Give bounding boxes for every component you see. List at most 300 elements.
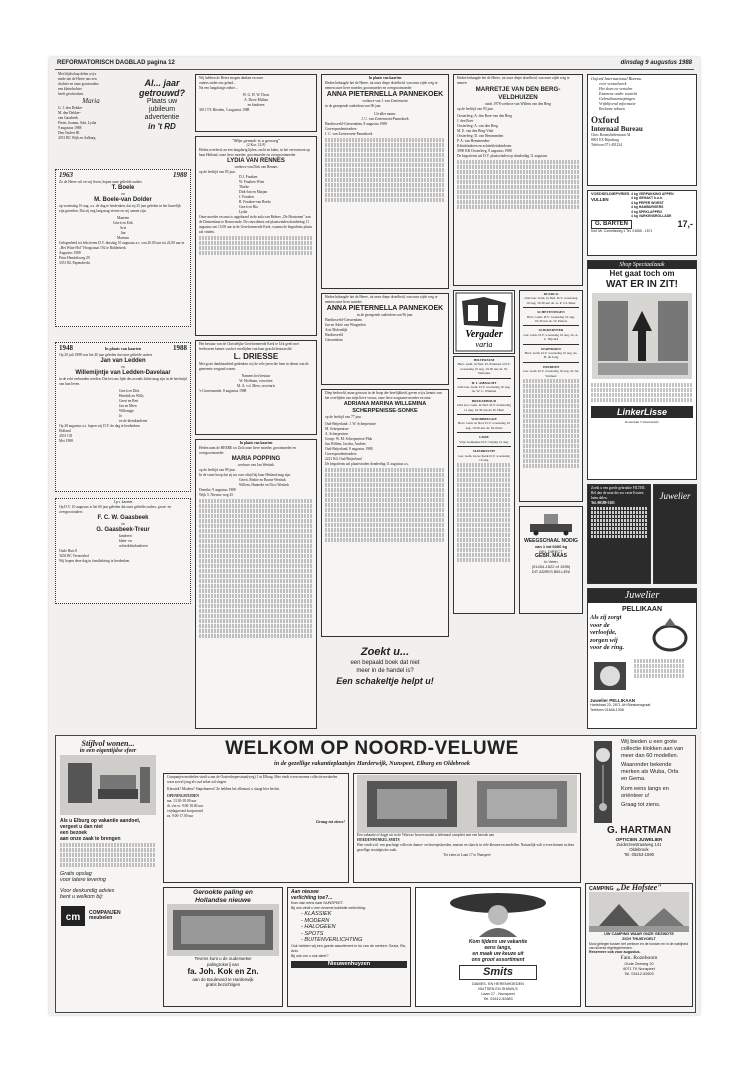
deceased-name: LYDIA VAN RENNES [227, 158, 285, 164]
section-title: WELKOM OP NOORD-VELUWE [225, 738, 519, 759]
signature-name: M. A. v.d. Meer, secretaris [236, 384, 276, 388]
and-text: en [121, 522, 125, 526]
name-husband: F. C. W. Gaasbeek [97, 515, 149, 521]
place-date: 's-Gravenzande, 8 augustus 1988 [199, 389, 247, 393]
obituary-popping [195, 439, 317, 729]
address-text: Laan 17 - Nunspeet [481, 992, 515, 996]
deceased-name: ANNA PIETERNELLA PANNEKOEK [326, 91, 444, 98]
promo-line-6: in 't RD [148, 122, 176, 131]
body-text: Heden behaagde het de Heere, tot onze diepe droefheid, van onze zijde weg te nemen onze lieve moeder, grootmoeder en overgrootmoeder [325, 81, 438, 90]
text-line: ouders onder ons gehad... [199, 81, 236, 85]
deceased-name: ANNA PIETERNELLA PANNEKOEK [326, 305, 444, 312]
shop-front-image [357, 775, 577, 833]
ad-line: DIT ADRES BELLEN! [531, 569, 571, 574]
zoekt-u-ad [321, 645, 449, 729]
ad-line: een bezoek [60, 830, 87, 836]
kok-ad [163, 887, 283, 1007]
family-name: A. Scherpenisse [325, 432, 349, 436]
text-line: Den Oudert 80 [58, 131, 80, 135]
signature-name: A. Drost-Mallan [244, 98, 268, 102]
ad-line: Als u Elburg op vakantie aandoet, [60, 818, 141, 824]
product-line: - SPOTS [301, 930, 324, 937]
address-text: Kort Mr. Cornelisweg 1 Tel. 01855 - 1571 [591, 229, 653, 234]
text-line: Na een langdurige ziekte... [199, 86, 238, 90]
brand-name-2: meubelen [89, 914, 113, 921]
ad-line: gratis bezichtigen [205, 982, 241, 988]
scripture-quote: "Mijn genade is u genoeg" [231, 138, 281, 143]
church-service: Herv. Gem. in Ned. Pr. Parkzaal 4 D.V. woensdag 10 aug. 19.30 uur ds. W. Verhoeks [457, 362, 511, 376]
anniversary-boele [55, 169, 191, 327]
child-name: Arie [119, 226, 127, 230]
church-service: Ger. Gem. D.V. woensdag 10 aug. ds. A. C. Nijveld [523, 332, 579, 342]
church-service: Oud Ger. Gem. in Ned. D.V. donderdag 11 aug. 19.30 uur ds. B. Hunt [457, 403, 511, 412]
ad-line: aan onze zaak te brengen [60, 836, 121, 842]
clock-icon [588, 739, 618, 825]
anniversary-gaasbeek [55, 498, 191, 604]
church-town: BRUKSEHOUD [471, 398, 497, 403]
ad-line: Tevens kunt u de ouderwetse [194, 956, 252, 962]
intro-text: Op D.V. 10 augustus is het 60 jaar geleden dat onze geliefde ouders, groot- en overgrootouders [59, 505, 172, 514]
ad-line: merken als Wuba, Orfa [621, 769, 679, 776]
text-line: Wij hebben de Heere mogen danken en onze [199, 76, 264, 80]
ad-phone: Tel. 00589-3101 [591, 501, 615, 505]
family-name: P. A. van Hemmenden- [457, 139, 491, 143]
address-text: J. C. van Zoetenwent-Pannekoek [325, 132, 373, 136]
body-text: Het bestuur van de Christelijke Gereformeerde Kerk te Urk geeft met leedwezen kennis van het overlijden van haar geacht bestuurslid [199, 342, 299, 351]
church-town: LISSE [479, 435, 489, 440]
ad-title: Aan nieuwe [291, 889, 319, 895]
scale-icon [524, 510, 578, 536]
body-text: Heden behaagde het de Heere, tot onze diepe droefheid, van onze zijde weg te nemen [457, 76, 570, 85]
ad-line: UW CAMPING WAAR ONZE GEZINDTE [604, 932, 674, 936]
family-name: J. den Boer [457, 119, 474, 123]
church-service: Herv. Gem. in Ned. D.V. woensdag 10 aug. 19.30 uur ds. M. Prins [457, 421, 511, 430]
text-line: heeft geschonken. [58, 92, 84, 96]
product-line: 4 kg VERPAKKING APPEN [631, 192, 674, 196]
ad-line: bent u welkom bij: [60, 894, 104, 901]
ad-title: Juwelier [588, 589, 696, 603]
address-text: 8801 EX Rijnsburg [591, 138, 619, 142]
deceased-sub: sinds 1978 weduwe van Willem van den Berg [485, 102, 551, 106]
family-name: Giessendam [325, 338, 343, 342]
family-name: Oosterleeg: A. den Boer-van den Berg [457, 114, 512, 118]
church-town: H. I. AMBACHT [471, 380, 497, 385]
text-line: van Gaasbeek [58, 116, 79, 120]
svg-text:cm: cm [65, 911, 81, 923]
address-text: Rotterdam 5 Westlandsfo [624, 420, 660, 424]
body-text: Een vakantie of dagje uit in de Veluwse bossen maakt u helemaal compleet met een bezoek aan [357, 833, 495, 837]
address-text: Hartstraat 23, 2871 AH Bleskensgraaf [590, 703, 651, 707]
ad-line: en Gema. [621, 775, 646, 782]
age-text: in de gezegende ouderdom van 96 jaar. [325, 104, 382, 108]
deceased-name: L. DRIESSE [233, 352, 279, 361]
church-town: HILVERSUM [473, 358, 495, 362]
body-text: Klassiek? Modern? Stapelmeren? Ze hebben het allemaal, u slaagt hier beslist. [167, 787, 280, 791]
product-line: 4 kg GEHAKT h.o.h. [631, 196, 664, 201]
date-text: Augustus 1988 [59, 251, 81, 255]
address-text: Zuiderzeestraatweg 141 [616, 842, 662, 847]
product-line: 4 kg VARKENSROLLADE [631, 214, 672, 219]
body-text: Tot ziens in Laan 17 te Nunspeet [443, 853, 491, 857]
name-husband: Jan van Ledden [100, 358, 146, 364]
ad-line: en maak uw keuze uit [472, 951, 524, 957]
smits-info [353, 773, 581, 883]
ad-title-2: Hollandse nieuwe [195, 896, 251, 904]
ad-line: meer dan 60 modellen. [621, 752, 679, 759]
hours-line: di. t/m vr. 9.00-18.00 uur [167, 804, 204, 808]
phone-text: Tel. 03412-52683 [483, 997, 513, 1001]
birth-announcement [55, 71, 127, 143]
company-name: GEBR. MAAS [535, 553, 567, 559]
body-text: Heden behaagde het de Heere, tot onze diepe droefheid, van onze zijde weg te nemen onze lieve moeder [325, 295, 438, 304]
family-name: Kleinkinderen en achterkleinkinderen [457, 144, 512, 148]
signature-name: Namens het bestuur [241, 374, 271, 378]
signature-name: W. G. H. W. Drost [242, 93, 270, 97]
family-name: Dirk-Jan en Marjan [239, 190, 268, 194]
name-wife: M. Boele-van Dolder [94, 197, 152, 203]
ad-line: Examens onder toezicht [599, 91, 638, 96]
text-line: dochter en onze grootouders [58, 82, 99, 86]
text-line: Met blijdschap delen wij u [58, 72, 97, 76]
ad-line: palingrokerij van [207, 961, 239, 967]
ad-title-2: verlichting toe?... [291, 895, 333, 901]
hours-line: ma. 13.30-18.00 uur [167, 799, 197, 803]
family-name: Gerrit, Riekie en Bonne Westink [239, 478, 286, 482]
body-text: Heden nam de HEERE tot Zich onze lieve moeder, grootmoeder en overgrootmoeder [199, 446, 296, 455]
text-line: G. J. den Dekker [58, 106, 83, 110]
baby-name: Maria [82, 97, 100, 105]
family-name: J. C. van Zoetenwent-Pannekoek [361, 117, 409, 121]
ad-line: Gratis opslag [60, 871, 92, 877]
address-text: Prins Hendrikweg 29 [59, 256, 90, 260]
promo-line-3: Plaats uw [146, 98, 178, 105]
church-service: Herv. Gem. D.V. woensdag 10 aug. ds. H. de Jong [524, 351, 578, 360]
page-header [55, 59, 694, 70]
child-name: Jan [120, 231, 126, 235]
watch-icon [590, 658, 630, 694]
brand-name: COMPANJEN [89, 909, 121, 916]
family-name: Oosterleeg: A. van den Berg [457, 124, 498, 128]
product-line: - BUITENVERLICHTING [301, 937, 363, 944]
obituary-pannekoek-1 [321, 74, 449, 289]
card-label: I.p.v. kaarten [113, 500, 133, 504]
church-service: Oud Ger. Gem. in Ned. D.V. woensdag 10 aug. 19.30 uur ds. A. P. v.d. Meer [524, 296, 578, 305]
age-text: op de leeftijd van 77 jaar. [325, 415, 362, 419]
ad-line: Kom tijdens uw vakantie [468, 939, 528, 945]
church-town: SCHEVENINGEN [537, 310, 565, 315]
card-label: In plaats van kaarten [239, 441, 273, 445]
address-text: 3351 BL Papendrecht [59, 261, 91, 265]
child-name: Geert en Bert [119, 399, 139, 403]
child-name: klein- en [119, 539, 132, 543]
ad-line: collectie klokken aan van [621, 745, 684, 752]
brand-name: PELLIKAAN [621, 606, 663, 613]
address-text: Wijk 5, Nieuwe weg 45 [199, 493, 234, 497]
company-phone: (01454-1522 of 1595) [531, 564, 571, 569]
ad-line: voor vertaalwerk [599, 81, 627, 86]
companjen-ad [57, 738, 159, 1010]
obituary-pannekoek-2 [321, 293, 449, 385]
ad-line: BEL DIRECT [539, 549, 563, 554]
jubileum-promo [133, 77, 191, 137]
company-name: Oxford [591, 115, 619, 125]
body-text: Op 28 augustus a.s. hopen wij D.V. de dag te herdenken. [59, 424, 141, 428]
ad-line: Kom eens langs en [621, 785, 669, 792]
body-text: in de echt verbonden werden. Dat het ons lijde des avonds lichte mag zijn in de herfsttijd van hun leven. [59, 377, 187, 386]
ad-title: CAMPING [589, 886, 614, 892]
age-text: op de leeftijd van 89 jaar. [199, 468, 236, 472]
hours-title: OPENINGSTIJDEN [167, 794, 199, 798]
phone-text: Telefoon 071-401234 [591, 143, 622, 147]
text-line: Pieter, Joanna, Adri, Lydia [58, 121, 97, 125]
body-text: In de vaste hoop dat zij nu voor altijd bij haar Heiland mag zijn. [199, 473, 292, 477]
signature-name: W. Hoffman, voorzitter [239, 379, 273, 383]
promo-line-4: jubileum [148, 106, 176, 113]
ad-line: Bij ook om u ook aleer? [291, 953, 329, 958]
ad-tag: Shop Speciaalzaak [588, 261, 696, 269]
header-paper-title: REFORMATORISCH DAGBLAD pagina 12 [57, 60, 175, 66]
ad-line: Ook hebben wij een goede assortiment in tui van de merken: Gezia, Ric, Anic. [291, 943, 407, 953]
family-name: W. Fraaken-Wien [239, 180, 265, 184]
date-text: Mei 1988 [59, 439, 73, 443]
deceased-sub: weduwe van Dirk van Rennes [234, 165, 278, 169]
weegschaal-ad [519, 506, 583, 614]
ad-line: een bepaald boek dat niet [350, 660, 420, 666]
year-start: 1948 [59, 344, 73, 352]
body-text: Heden overleed, na een langdurig lijden, zacht en kalm, in het vertrouwen op haar Heiland, onze lieve moeder, grootmoeder en overgrootmoeder [199, 148, 310, 157]
name-wife: G. Gaasbeek-Treur [96, 527, 150, 533]
card-label: In plaats van kaarten [368, 76, 402, 80]
ad-title: Zoekt u... [360, 646, 410, 658]
brand-sub: DAMES- EN HERENHOEDEN [472, 982, 524, 986]
church-service: Ger. Gem. Grote Kerk D.V. woensdag 10 aug. [458, 453, 510, 462]
reception-text: Gelegenheid tot feliciteren D.V. dinsdag 10 augustus a.s. van 20.00 uur tot 22.00 uur in „Het Witte Hof" Hoogstraat 192 te Ridderkerk [59, 241, 185, 250]
body-text: De begrafenis zal D.V. plaatsvinden op donderdag 11 augustus. [457, 154, 548, 158]
and-text: en [121, 192, 125, 196]
oxford-ad [587, 74, 697, 186]
slogan-line: voor de ring. [590, 644, 625, 651]
promo-line-2: getrouwd? [139, 88, 185, 98]
family-name: Uit aller naam: [374, 112, 396, 116]
ad-text: Zoekt u een goede gebruikte FILTER. Bel dan de man die uw vaste Kosten laten dalen. [591, 486, 646, 500]
hours-line: za. 9.00-17.00 uur [167, 814, 194, 818]
family-name: D.J. Fraaken [239, 175, 258, 179]
family-name: Gerrit en Ria [239, 205, 258, 209]
ad-line: Bij ons vindt u een enorme kollektie verlichting: [291, 906, 366, 910]
camping-image [589, 892, 689, 932]
church-town: SLIEDRECHT [472, 449, 496, 454]
hat-lady-image [419, 889, 577, 939]
age-text: op de leeftijd van 85 jaar. [199, 170, 236, 174]
place-date: Hardinxveld-Giessendam, 8 augustus 1988 [325, 122, 387, 126]
child-name: Jo [119, 414, 123, 418]
ad-line: ZICH THUISVOELT [622, 937, 656, 941]
child-name: Jan en Mien [119, 404, 137, 408]
name-husband: T. Boele [111, 185, 135, 191]
place-date: Drenthe, 9 augustus 1988 [199, 488, 236, 492]
newspaper-page [49, 57, 700, 1015]
family-name: Groep: W. M. Scherpenisse-Fluk [325, 437, 373, 441]
family-name: Jan en Adrie van Wingerden [325, 323, 366, 327]
family-name: Hardinxveld [325, 333, 343, 337]
body-text: Mooi gelegen tussen het centrum en de bossen en in de nabijheid van diverse ritgelegenheden. [589, 942, 688, 951]
ad-headline: Het gaat toch om [609, 269, 675, 278]
camping-ad [585, 883, 693, 1007]
brand-name: Nieuwenhuyzen [291, 961, 407, 968]
text-line: een kleindochter [58, 87, 82, 91]
church-town: SLIKKERVEER [538, 328, 564, 333]
place-date: 3990 KR Oosterleeg, 8 augustus 1988 [457, 149, 512, 153]
body-text: De begrafenis zal plaatsvinden donderdag 11 augustus a.s. [325, 462, 409, 466]
intro-text: Zo de Heere wil en wij leven, hopen onze geliefde ouders [59, 180, 142, 184]
ad-line: Gebruiksaanwijzingen [599, 96, 635, 101]
ad-line: Reclame teksten [599, 106, 625, 111]
ad-line: Kom dan eens naar NUNSPEET. [291, 901, 344, 905]
product-line: - HALOGEEN [301, 924, 336, 931]
phone-text: Telefoon 01848-1308 [590, 708, 624, 712]
address-text: 2221 KG Oud-Beijerland [325, 457, 362, 461]
owner-name: Fam. Rozeboom [620, 955, 658, 962]
svg-text:varia: varia [475, 340, 493, 349]
ad-slogan: Een schakeltje helpt u! [336, 676, 434, 686]
companjen-logo-icon [60, 905, 86, 927]
child-name: kinderen [119, 534, 132, 538]
slogan-line: voor de [590, 621, 610, 629]
vergader-varia-graphic [454, 291, 514, 353]
ad-sub: in een eigentijdse sfeer [79, 748, 137, 754]
company-name: G. BARTEN [591, 220, 632, 229]
ad-line: Waaronder bekende [621, 762, 672, 769]
product-line: 4 kg HAMBURGERS [631, 205, 664, 210]
deceased-name: MARIA POPPING [231, 456, 281, 462]
ad-title: Gerookte paling en [193, 889, 253, 896]
text-line: mede dat de Heere ons een [58, 77, 97, 81]
address-text: 4301 CD [59, 434, 73, 438]
juwelier-body [587, 605, 697, 727]
church-town: WIERDEN [542, 364, 560, 369]
address-text: 3204 BC Vernoeshof [59, 554, 90, 558]
child-name: Marinus [117, 236, 129, 240]
obituary-van-den-berg [453, 74, 583, 286]
nieuwenhuyzen-ad [287, 887, 411, 1007]
card-label: In plaats van kaarten [104, 346, 142, 351]
shop-name: HOEDENWINKEL SMITS [357, 838, 400, 842]
announcement-drost [195, 74, 317, 132]
ad-title: Stijlvol wonen... [81, 739, 135, 748]
child-name: Gerrit en Erik [113, 221, 133, 225]
promo-line-5: advertentie [144, 114, 180, 121]
slogan-line: verloofde, [590, 629, 617, 636]
text-line: 4551 BC Wijk en Aalburg [58, 136, 96, 140]
vergader-varia-logo [453, 290, 515, 354]
ad-title: WEEGSCHAAL NODIG [524, 538, 578, 544]
address-text: Oude Zeeweg 20 [624, 962, 654, 966]
ad-line: voor latere levering [60, 877, 106, 884]
family-name: Oosterleeg: D. van Hemmenden [457, 134, 504, 138]
ad-line: oriënteer u! [621, 792, 650, 799]
anniversary-van-ledden [55, 342, 191, 492]
deceased-sub: weduwe van Jan Westink [237, 463, 275, 467]
company-name: G. HARTMAN [607, 825, 671, 836]
obituary-driesse [195, 340, 317, 435]
ad-line: ons groot assortiment [471, 957, 525, 963]
ad-line: Wij bieden u een grote [621, 739, 677, 745]
ad-line: meer in de handel is? [356, 668, 414, 674]
deceased-name: ADRIANA MARINA WILLEMINA SCHERPENISSE-SONKE [343, 401, 427, 414]
church-town: RUURLO [543, 292, 559, 296]
phone-text: Tel. 05253-1590 [623, 852, 655, 857]
ad-sub: VULLEN [591, 197, 609, 202]
product-line: 4 kg SPEKLAPPEN [631, 209, 662, 214]
greeting: Graag tot ziens! [315, 819, 345, 824]
address-text: Oldebroek [629, 847, 649, 852]
child-name: Willempje [119, 409, 135, 413]
family-name: M. E. van den Berg-Vink [457, 129, 494, 133]
phone-text: Tel. 03412-52603 [624, 972, 654, 976]
family-name: Jan Willem, Jacoba, Andries [325, 442, 366, 446]
company-name-2: Internaal Bureau [591, 125, 643, 133]
section-subtitle: in de gezellige vakantieplaatsjes Harderwijk, Nunspeet, Elburg en Oldebroek [274, 760, 470, 767]
church-service: Herv. Gem. D.V. woensdag 10 aug. 19.30 uur ds. W. Pieters [527, 314, 575, 324]
hours-line: vrijdagavond koopavond [167, 809, 203, 813]
church-service: Ger. Gem. D.V. woensdag 10 aug. ds. M. Vermeer [523, 369, 579, 378]
shop-interior-image [588, 291, 696, 381]
companjen-info [163, 773, 349, 883]
church-service: Vrije Gemeente D.V. vrijdag 12 aug. [459, 439, 509, 444]
furniture-image [60, 755, 156, 815]
filter-ad [587, 484, 651, 584]
child-name: Maarten [117, 216, 129, 220]
obituary-van-rennes [195, 136, 317, 336]
price: 17,- [677, 219, 693, 230]
ad-line: eens langs, [484, 945, 512, 951]
address-text: Correspondentieadres: [325, 127, 358, 131]
body-text: op woensdag 10 aug. a.s. de dag te herdenken, dat zij 25 jaar geleden in het huwelijk zijn getreden. Dat zij nog lang mag vieren en wij samen zijn. [59, 204, 181, 213]
age-text: op de leeftijd van 93 jaar. [457, 107, 494, 111]
year-start: 1963 [59, 171, 73, 179]
ad-sub: van 1 tot 6000 kg [534, 544, 568, 549]
year-end: 1988 [173, 344, 187, 352]
year-end: 1988 [173, 171, 187, 179]
family-name: J. Fraaken [239, 195, 254, 199]
body-text: Reserveer ook voor augustus. [589, 950, 641, 955]
product-line: - MODERN [301, 917, 330, 924]
slogan-line: zorgen wij [590, 636, 618, 644]
church-town: STAPHORST [540, 346, 562, 351]
signature-name: en kinderen [247, 103, 265, 107]
place-date: Oud-Beijerland, 8 augustus 1988 [325, 447, 373, 451]
text-line: 9 augustus 1988 [58, 126, 82, 130]
text-line: M. den Dekker- [58, 111, 81, 115]
juwelier-header: Juwelier [653, 484, 697, 584]
fish-shop-image [167, 904, 279, 956]
company-town: in Veen [544, 559, 558, 564]
ad-line: vergeet u dan niet [60, 824, 103, 830]
child-name: Hendrik en Willy [119, 394, 144, 398]
church-service: Oud Ger. Gem. D.V. woensdag 10 aug. ds. W. C. Wieman [457, 385, 511, 394]
company-sub: OPTICIEN JUWELIER [615, 837, 663, 842]
address-text: aan de Boulevard te Harderwijk [192, 977, 254, 982]
family-name: B. Fraaken-van Breda [239, 200, 271, 204]
body-text: Hier vindt u nl. een prachtige collectie dames- en herenjashoeden, mutsen en shawls in vele kleuren en modellen. Natuurlijk wilt u even binnen in deze gezellige nostalgische zaak. [357, 843, 575, 852]
ad-head: Oxford International Bureau [591, 76, 642, 81]
age-text: in de gezegende ouderdom van 96 jaar. [356, 313, 414, 317]
smits-hat-ad [415, 887, 581, 1007]
family-name: Lydia [239, 210, 248, 214]
body-text: Met grote dankbaarheid gedenken wij de vele jaren die hem in dienst van de gemeente vergund waren. [199, 362, 309, 371]
ad-line: Voor deskundig advies [60, 887, 115, 894]
brand-sub: MUTSEN EN SHAWLS [478, 987, 518, 991]
